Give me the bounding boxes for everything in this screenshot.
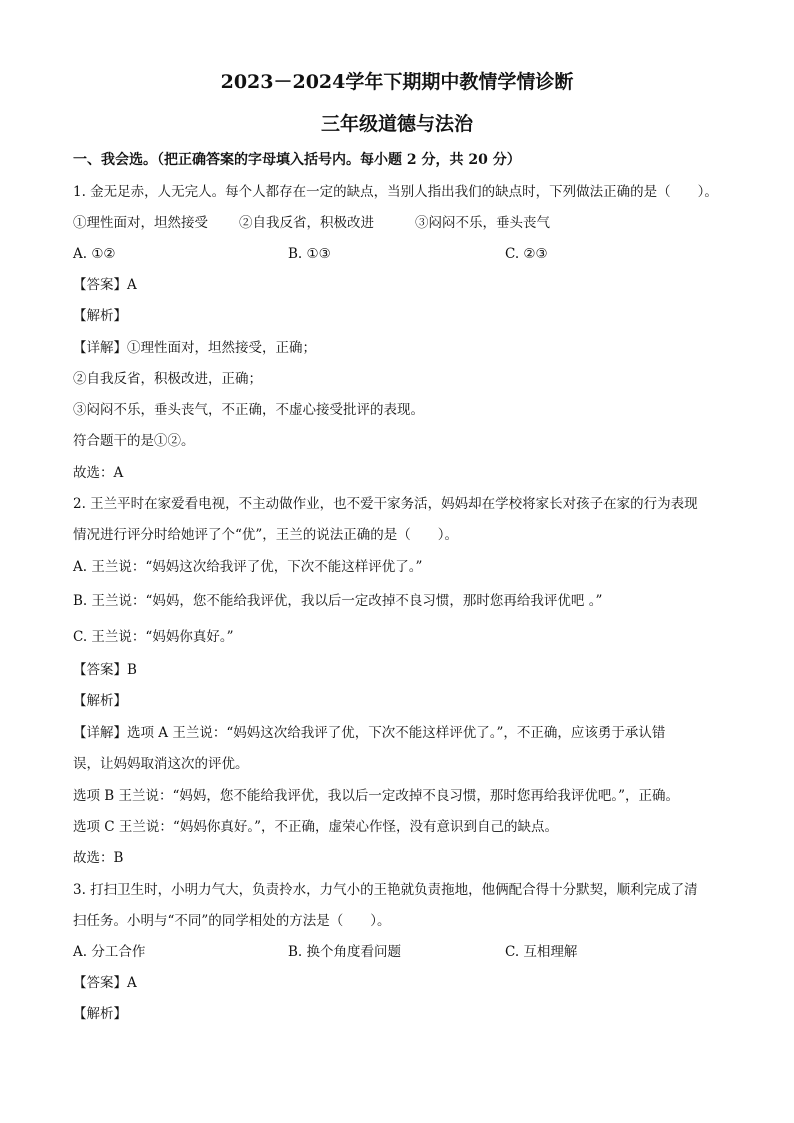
- question-3-answer: 【答案】A: [73, 975, 137, 991]
- question-1-detail-3: ③闷闷不乐，垂头丧气，不正确，不虚心接受批评的表现。: [73, 402, 424, 418]
- question-1-option-c: C. ②③: [505, 246, 548, 262]
- question-3-option-a: A. 分工合作: [73, 944, 146, 960]
- document-title: 2023－2024学年下期期中教情学情诊断: [220, 71, 574, 93]
- question-3-analysis-label: 【解析】: [73, 1006, 127, 1022]
- question-2-detail-4: 选项 C 王兰说：“妈妈你真好。”，不正确，虚荣心作怪，没有意识到自己的缺点。: [73, 819, 558, 835]
- question-3-option-b: B. 换个角度看问题: [288, 944, 402, 960]
- question-1-analysis-label: 【解析】: [73, 308, 127, 324]
- question-2-detail-2: 误，让妈妈取消这次的评优。: [73, 756, 249, 772]
- question-2-detail-3: 选项 B 王兰说：“妈妈，您不能给我评优，我以后一定改掉不良习惯，那时您再给我评优吧。”，正确。: [73, 788, 680, 804]
- question-1-option-a: A. ①②: [73, 246, 116, 262]
- question-1-detail-4: 符合题干的是①②。: [73, 433, 195, 449]
- question-2-detail-1: 【详解】选项 A 王兰说：“妈妈这次给我评了优，下次不能这样评优了。”，不正确，应该勇于承认错: [73, 725, 666, 741]
- question-2-stem-line-1: 2. 王兰平时在家爱看电视，不主动做作业，也不爱干家务活，妈妈却在学校将家长对孩子在家的行为表现: [73, 496, 698, 512]
- question-1-detail-1: 【详解】①理性面对，坦然接受，正确；: [73, 340, 316, 356]
- question-2-stem-line-2: 情况进行评分时给她评了个“优”，王兰的说法正确的是（ ）。: [73, 527, 459, 543]
- question-2-choice: 故选：B: [73, 850, 124, 866]
- question-1-stem: 1. 金无足赤，人无完人。每个人都存在一定的缺点，当别人指出我们的缺点时，下列做法正确的是（ ）。: [73, 184, 718, 200]
- question-2-option-a: A. 王兰说：“妈妈这次给我评了优，下次不能这样评优了。”: [73, 559, 423, 575]
- question-1-choice: 故选：A: [73, 465, 124, 481]
- question-3-option-c: C. 互相理解: [505, 944, 578, 960]
- question-2-analysis-label: 【解析】: [73, 693, 127, 709]
- question-2-answer: 【答案】B: [73, 662, 137, 678]
- question-1-statement-1: ①理性面对，坦然接受: [73, 215, 208, 231]
- question-1-statement-3: ③闷闷不乐，垂头丧气: [415, 215, 550, 231]
- document-subtitle: 三年级道德与法治: [320, 113, 473, 135]
- question-2-option-b: B. 王兰说：“妈妈，您不能给我评优，我以后一定改掉不良习惯，那时您再给我评优吧 。”: [73, 593, 603, 609]
- question-3-stem-line-2: 扫任务。小明与“不同”的同学相处的方法是（ ）。: [73, 913, 391, 929]
- section-heading: 一、我会选。（把正确答案的字母填入括号内。每小题 2 分，共 20 分）: [73, 152, 521, 168]
- question-1-option-b: B. ①③: [288, 246, 331, 262]
- question-1-answer: 【答案】A: [73, 277, 137, 293]
- question-1-statement-2: ②自我反省，积极改进: [239, 215, 374, 231]
- question-1-detail-2: ②自我反省，积极改进，正确；: [73, 371, 262, 387]
- question-3-stem-line-1: 3. 打扫卫生时，小明力气大，负责拎水，力气小的王艳就负责拖地，他俩配合得十分默契，顺利完成了清: [73, 882, 698, 898]
- question-2-option-c: C. 王兰说：“妈妈你真好。”: [73, 629, 234, 645]
